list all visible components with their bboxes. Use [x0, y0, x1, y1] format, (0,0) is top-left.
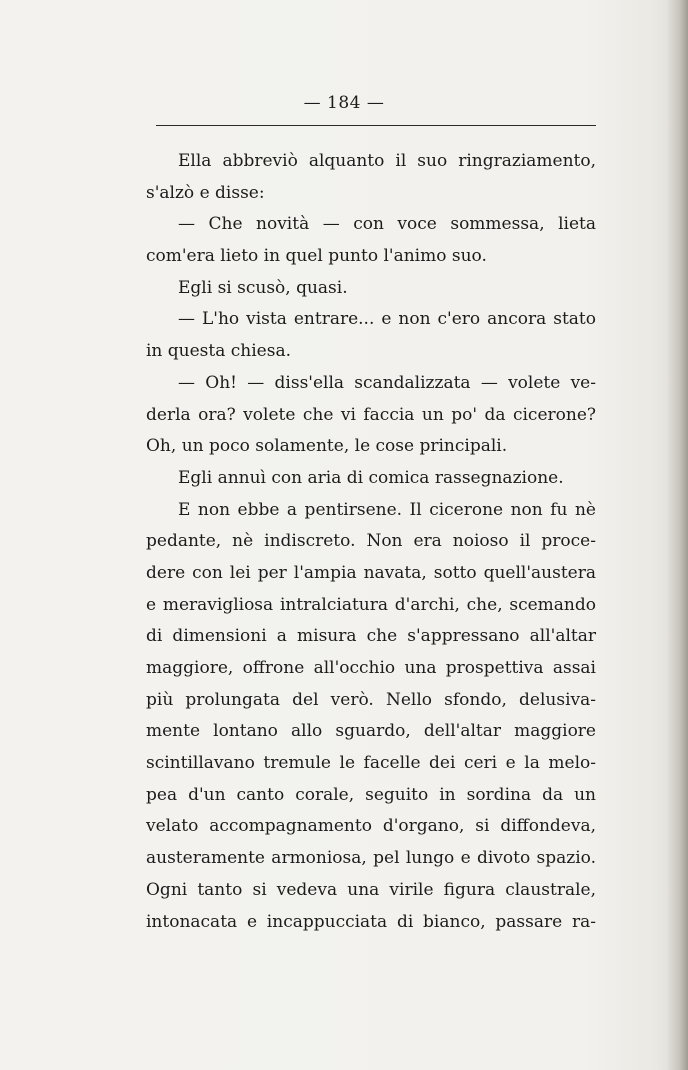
text-line: scintillavano tremule le facelle dei ceri e la melo-	[146, 753, 596, 774]
text-line: derla ora? volete che vi faccia un po' da cicerone?	[146, 404, 596, 425]
text-line: com'era lieto in quel punto l'animo suo.	[146, 246, 487, 267]
text-line: di dimensioni a misura che s'appressano all'altar	[146, 626, 596, 647]
text-line: velato accompagnamento d'organo, si diffondeva,	[146, 816, 596, 837]
text-line: Egli si scusò, quasi.	[178, 277, 348, 298]
text-line: in questa chiesa.	[146, 341, 292, 362]
text-line: pea d'un canto corale, seguito in sordina da un	[146, 784, 596, 805]
text-line: — Oh! — diss'ella scandalizzata — volete ve-	[178, 372, 596, 393]
page-spine-shadow	[666, 0, 688, 1070]
text-line: più prolungata del verò. Nello sfondo, delusiva-	[146, 689, 596, 710]
text-line: pedante, nè indiscreto. Non era noioso il proce-	[146, 531, 596, 552]
body-text	[146, 146, 596, 938]
text-line: maggiore, offrone all'occhio una prospettiva assai	[146, 658, 596, 678]
text-line: E non ebbe a pentirsene. Il cicerone non fu nè	[178, 499, 596, 520]
text-line: Egli annuì con aria di comica rassegnazione.	[178, 467, 564, 488]
text-line: dere con lei per l'ampia navata, sotto quell'austera	[146, 562, 596, 583]
text-line: s'alzò e disse:	[146, 182, 265, 203]
header-rule	[156, 125, 596, 126]
text-line: — Che novità — con voce sommessa, lieta	[178, 214, 596, 235]
text-line: e meravigliosa intralciatura d'archi, che, scemando	[146, 594, 596, 615]
text-line: intonacata e incappucciata di bianco, passare ra-	[146, 911, 596, 932]
text-line: Ogni tanto si vedeva una virile figura claustrale,	[146, 879, 596, 900]
text-line: mente lontano allo sguardo, dell'altar maggiore	[146, 721, 596, 742]
page-number: — 184 —	[303, 93, 385, 113]
text-line: — L'ho vista entrare... e non c'ero ancora stato	[178, 309, 596, 330]
text-line: Ella abbreviò alquanto il suo ringraziamento,	[178, 151, 596, 171]
text-line: Oh, un poco solamente, le cose principali.	[146, 436, 508, 457]
text-line: austeramente armoniosa, pel lungo e divoto spazio.	[146, 848, 596, 869]
